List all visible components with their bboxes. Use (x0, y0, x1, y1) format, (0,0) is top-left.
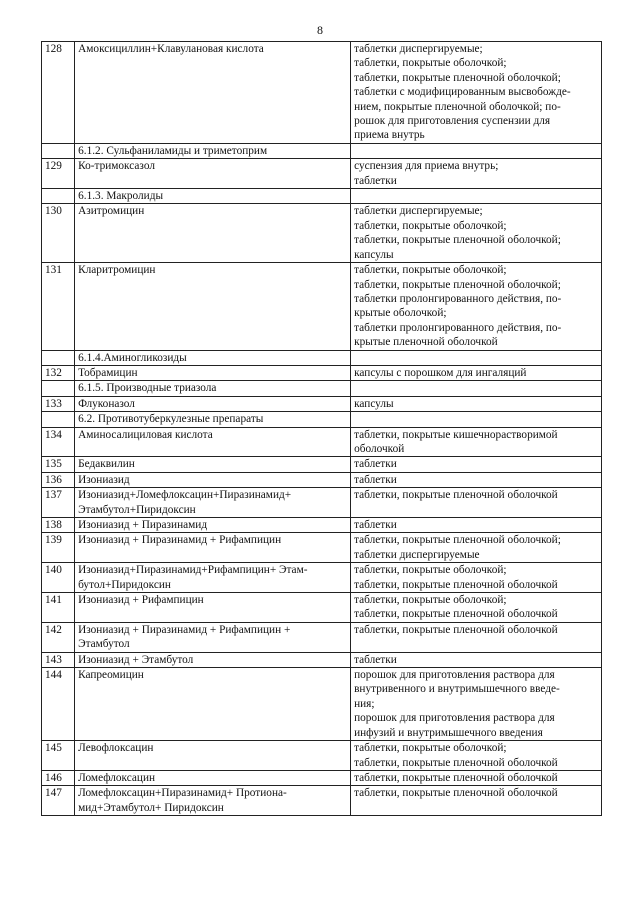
row-number (42, 189, 75, 204)
dosage-forms: таблетки, покрытые кишечнорастворимой оболочкой (351, 427, 602, 457)
drug-name: Ломефлоксацин+Пиразинамид+ Протиона- мид+Этамбутол+ Пиридоксин (75, 786, 351, 816)
drug-table (41, 41, 602, 816)
row-number: 142 (42, 622, 75, 652)
row-number: 128 (42, 42, 75, 144)
row-number: 145 (42, 741, 75, 771)
row-number: 141 (42, 593, 75, 623)
dosage-forms (351, 412, 602, 427)
table-row (42, 396, 602, 411)
row-number: 129 (42, 159, 75, 189)
table-body (42, 42, 602, 816)
dosage-forms (351, 189, 602, 204)
table-row (42, 533, 602, 563)
dosage-forms: таблетки, покрытые оболочкой; таблетки, покрытые пленочной оболочкой; таблетки пролонгированного действия, по- крытые оболочкой; таблетки пролонгированного действия, по- крытые пленочной оболочкой (351, 263, 602, 350)
table-row (42, 786, 602, 816)
dosage-forms: капсулы с порошком для ингаляций (351, 365, 602, 380)
table-row (42, 488, 602, 518)
drug-name: Изониазид+Пиразинамид+Рифампицин+ Этам- бутол+Пиридоксин (75, 563, 351, 593)
drug-name: Ломефлоксацин (75, 770, 351, 785)
dosage-forms: таблетки (351, 472, 602, 487)
drug-name: Изониазид + Пиразинамид + Рифампицин + Этамбутол (75, 622, 351, 652)
drug-name: Изониазид + Этамбутол (75, 652, 351, 667)
drug-name: Изониазид + Пиразинамид + Рифампицин (75, 533, 351, 563)
table-row (42, 563, 602, 593)
dosage-forms (351, 381, 602, 396)
dosage-forms: таблетки, покрытые пленочной оболочкой; таблетки диспергируемые (351, 533, 602, 563)
drug-name: Азитромицин (75, 204, 351, 263)
row-number: 136 (42, 472, 75, 487)
section-row (42, 350, 602, 365)
drug-name: Изониазид+Ломефлоксацин+Пиразинамид+ Этамбутол+Пиридоксин (75, 488, 351, 518)
row-number: 131 (42, 263, 75, 350)
table-row (42, 159, 602, 189)
row-number (42, 412, 75, 427)
drug-name: Изониазид (75, 472, 351, 487)
row-number: 132 (42, 365, 75, 380)
dosage-forms: таблетки, покрытые пленочной оболочкой (351, 770, 602, 785)
dosage-forms: суспензия для приема внутрь; таблетки (351, 159, 602, 189)
drug-name: Левофлоксацин (75, 741, 351, 771)
table-row (42, 427, 602, 457)
row-number (42, 381, 75, 396)
row-number: 133 (42, 396, 75, 411)
dosage-forms: таблетки, покрытые пленочной оболочкой (351, 622, 602, 652)
row-number: 134 (42, 427, 75, 457)
table-row (42, 263, 602, 350)
table-row (42, 472, 602, 487)
dosage-forms: таблетки, покрытые оболочкой; таблетки, покрытые пленочной оболочкой (351, 593, 602, 623)
dosage-forms: таблетки диспергируемые; таблетки, покрытые оболочкой; таблетки, покрытые пленочной оболочкой; капсулы (351, 204, 602, 263)
row-number: 140 (42, 563, 75, 593)
table-row (42, 457, 602, 472)
drug-name: Ко-тримоксазол (75, 159, 351, 189)
dosage-forms: таблетки (351, 652, 602, 667)
dosage-forms: таблетки, покрытые пленочной оболочкой (351, 786, 602, 816)
drug-name: Амоксициллин+Клавулановая кислота (75, 42, 351, 144)
dosage-forms: таблетки, покрытые пленочной оболочкой (351, 488, 602, 518)
dosage-forms: порошок для приготовления раствора для внутривенного и внутримышечного введе- ния; порошок для приготовления раствора для инфузий и внутримышечного введения (351, 668, 602, 741)
drug-name: Кларитромицин (75, 263, 351, 350)
dosage-forms: таблетки диспергируемые; таблетки, покрытые оболочкой; таблетки, покрытые пленочной оболочкой; таблетки с модифицированным высвобожде- нием, покрытые пленочной оболочкой; по- рошок для приготовления суспензии для приема внутрь (351, 42, 602, 144)
table-row (42, 42, 602, 144)
section-row (42, 143, 602, 158)
row-number: 135 (42, 457, 75, 472)
table-row (42, 593, 602, 623)
row-number (42, 350, 75, 365)
table-row (42, 652, 602, 667)
row-number (42, 143, 75, 158)
drug-name: Капреомицин (75, 668, 351, 741)
row-number: 147 (42, 786, 75, 816)
row-number: 146 (42, 770, 75, 785)
row-number: 144 (42, 668, 75, 741)
drug-name: Бедаквилин (75, 457, 351, 472)
section-title: 6.2. Противотуберкулезные препараты (75, 412, 351, 427)
section-title: 6.1.4.Аминогликозиды (75, 350, 351, 365)
row-number: 138 (42, 518, 75, 533)
drug-name: Изониазид + Рифампицин (75, 593, 351, 623)
dosage-forms: таблетки (351, 518, 602, 533)
dosage-forms: таблетки, покрытые оболочкой; таблетки, покрытые пленочной оболочкой (351, 741, 602, 771)
table-row (42, 770, 602, 785)
row-number: 139 (42, 533, 75, 563)
dosage-forms: таблетки (351, 457, 602, 472)
dosage-forms (351, 350, 602, 365)
table-row (42, 622, 602, 652)
section-row (42, 189, 602, 204)
drug-name: Аминосалициловая кислота (75, 427, 351, 457)
dosage-forms (351, 143, 602, 158)
drug-name: Тобрамицин (75, 365, 351, 380)
section-title: 6.1.2. Сульфаниламиды и триметоприм (75, 143, 351, 158)
dosage-forms: таблетки, покрытые оболочкой; таблетки, покрытые пленочной оболочкой (351, 563, 602, 593)
row-number: 137 (42, 488, 75, 518)
section-row (42, 412, 602, 427)
table-row (42, 741, 602, 771)
drug-name: Флуконазол (75, 396, 351, 411)
section-title: 6.1.3. Макролиды (75, 189, 351, 204)
drug-name: Изониазид + Пиразинамид (75, 518, 351, 533)
row-number: 143 (42, 652, 75, 667)
section-row (42, 381, 602, 396)
dosage-forms: капсулы (351, 396, 602, 411)
row-number: 130 (42, 204, 75, 263)
table-row (42, 204, 602, 263)
table-row (42, 668, 602, 741)
table-row (42, 518, 602, 533)
section-title: 6.1.5. Производные триазола (75, 381, 351, 396)
page-number: 8 (317, 23, 323, 37)
table-row (42, 365, 602, 380)
